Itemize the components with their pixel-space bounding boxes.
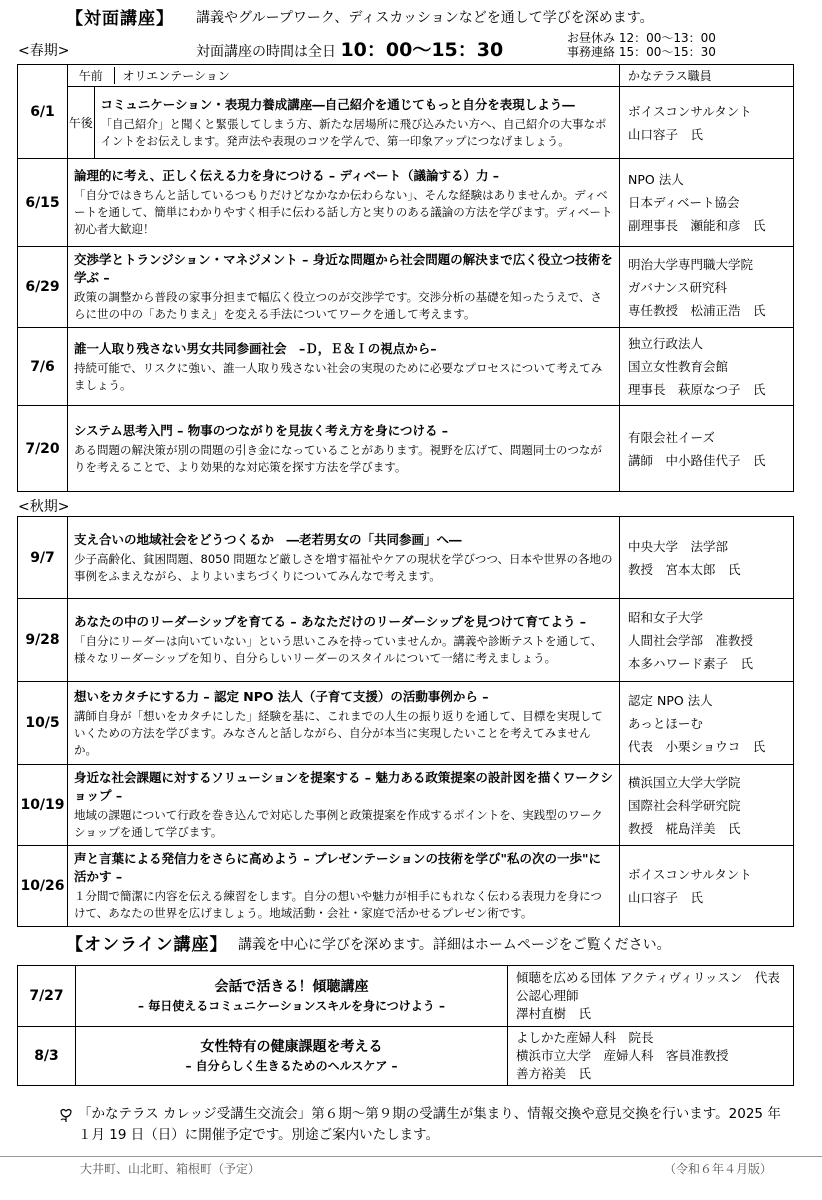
am-cell bbox=[68, 65, 620, 87]
lecturer-line: 独立行政法人 bbox=[628, 336, 704, 351]
online-heading: 【オンライン講座】 bbox=[66, 935, 228, 955]
cut-off-text-right: （令和６年４月版） bbox=[664, 1162, 773, 1176]
date-cell: 6/29 bbox=[18, 247, 68, 328]
online-schedule-table bbox=[17, 965, 794, 1086]
lecturer-cell bbox=[620, 159, 794, 247]
pm-content bbox=[94, 87, 619, 158]
lecturer-line: ガバナンス研究科 bbox=[628, 279, 728, 295]
time-range: 10：00〜15：30 bbox=[340, 39, 504, 61]
course-cell bbox=[76, 966, 508, 1027]
course-cell bbox=[76, 1027, 508, 1086]
course-title: 支え合いの地域社会をどうつくるか ―老若男女の「共同参画」へ― bbox=[74, 531, 462, 547]
course-subtitle: – 毎日使えるコミュニケーションスキルを身につけよう – bbox=[138, 999, 445, 1013]
lecturer-cell bbox=[620, 517, 794, 599]
am-label: 午前 bbox=[68, 67, 114, 84]
lecturer-cell bbox=[620, 765, 794, 846]
date-cell: 10/19 bbox=[18, 765, 68, 846]
lecturer-line: 横浜市立大学 産婦人科 客員准教授 bbox=[516, 1048, 729, 1063]
lecturer-line: 代表 小栗ショウコ 氏 bbox=[628, 738, 766, 754]
date-cell: 7/27 bbox=[18, 966, 76, 1027]
lecturer-cell bbox=[620, 247, 794, 328]
course-subtitle: – 自分らしく生きるためのヘルスケア – bbox=[185, 1059, 398, 1073]
lecturer-line: 専任教授 松浦正浩 氏 bbox=[628, 302, 766, 318]
pm-label: 午後 bbox=[68, 87, 94, 158]
course-description: ある問題の解決策が別の問題の引き金になっていることがあります。視野を広げて、問題同士のつながりを考えることで、より効果的な対応策を探す方法を学びます。 bbox=[74, 442, 602, 474]
course-cell bbox=[68, 159, 620, 247]
lecturer-line: 理事長 萩原なつ子 氏 bbox=[628, 382, 766, 397]
course-title: システム思考入門 – 物事のつながりを見抜く考え方を身につける – bbox=[74, 422, 449, 438]
lecturer-cell bbox=[508, 1027, 794, 1086]
spring-label: <春期> bbox=[18, 43, 70, 59]
lecturer-cell bbox=[620, 682, 794, 765]
autumn-label: <秋期> bbox=[18, 499, 70, 515]
session-time-note bbox=[196, 35, 503, 62]
lecturer-line: 教授 椛島洋美 氏 bbox=[628, 820, 741, 836]
lecturer-line: あっとほーむ bbox=[628, 715, 703, 731]
table-row bbox=[18, 765, 794, 846]
lecturer-line: 山口容子 氏 bbox=[628, 890, 704, 905]
lecturer-line: 善方裕美 氏 bbox=[516, 1066, 592, 1081]
course-title: 声と言葉による発信力をさらに高めよう – プレゼンテーションの技術を学び"私の次の一歩"に活かす – bbox=[74, 851, 601, 884]
table-row bbox=[18, 247, 794, 328]
lecturer-line: 講師 中小路佳代子 氏 bbox=[628, 452, 766, 468]
flower-icon bbox=[58, 1107, 74, 1123]
alumni-event-note: 「かなテラス カレッジ受講生交流会」第６期〜第９期の受講生が集まり、情報交換や意見交換を行います。2025 年１月 19 日（日）に開催予定です。別途ご案内いたします。 bbox=[78, 1106, 781, 1143]
pm-cell bbox=[68, 87, 620, 159]
course-cell bbox=[68, 599, 620, 682]
table-row bbox=[18, 846, 794, 927]
table-row bbox=[18, 328, 794, 406]
lecturer-line: 教授 宮本太郎 氏 bbox=[628, 561, 741, 577]
course-cell bbox=[68, 846, 620, 927]
course-title: 論理的に考え、正しく伝える力を身につける – ディベート（議論する）力 – bbox=[74, 168, 500, 183]
course-description: 「自分にリーダーは向いていない」という思いこみを持っていませんか。講義や診断テストを通して、様々なリーダーシップを知り、自分らしいリーダーのスタイルについて一緒に考えましょう。 bbox=[74, 634, 603, 665]
lecturer-line: 中央大学 法学部 bbox=[628, 538, 729, 554]
lecturer-cell bbox=[620, 328, 794, 406]
table-row bbox=[18, 87, 794, 159]
course-title: 会話で活きる！傾聴講座 bbox=[214, 979, 369, 995]
face-to-face-description: 講義やグループワーク、ディスカッションなどを通して学びを深めます。 bbox=[196, 10, 654, 26]
lecturer-line: 人間社会学部 准教授 bbox=[628, 632, 754, 648]
course-description: １分間で簡潔に内容を伝える練習をします。自分の想いや魅力が相手にもれなく伝わる表現力を身につけて、あなたの世界を広げましょう。地域活動・会社・家庭で活かせるプレゼン術です。 bbox=[74, 889, 602, 920]
page-divider bbox=[0, 1156, 822, 1157]
date-cell: 6/15 bbox=[18, 159, 68, 247]
table-row bbox=[18, 406, 794, 492]
am-lecturer: かなテラス職員 bbox=[620, 65, 794, 87]
course-title: 誰一人取り残さない男女共同参画社会 –Ｄ，Ｅ＆Ｉの視点から– bbox=[74, 340, 437, 356]
course-description: 政策の調整から普段の家事分担まで幅広く役立つのが交渉学です。交渉分析の基礎を知ったうえで、さらに世の中の「あたりまえ」を変える手法についてワークを通して考えます。 bbox=[74, 290, 602, 321]
lecturer-line: 国立女性教育会館 bbox=[628, 359, 729, 374]
lecturer-line: ボイスコンサルタント bbox=[628, 103, 752, 119]
lecturer-line: 本多ハワード素子 氏 bbox=[628, 655, 754, 671]
lecturer-line: 横浜国立大学大学院 bbox=[628, 774, 741, 790]
course-description: 「自分ではきちんと話しているつもりだけどなかなか伝わらない」、そんな経験はありませんか。ディベートを通して、簡単にわかりやすく相手に伝わる話し方と実りのある議論の方法を学びます。ディベート初心者大歓迎！ bbox=[74, 188, 613, 236]
lecturer-line: NPO 法人 bbox=[628, 172, 684, 187]
course-title: 身近な社会課題に対するソリューションを提案する – 魅力ある政策提案の設計図を描くワークショップ – bbox=[74, 770, 613, 803]
lecturer-cell bbox=[620, 846, 794, 927]
lunch-break: お昼休み 12：00〜13：00 bbox=[567, 31, 716, 45]
admin-notice-time: 事務連絡 15：00〜15：30 bbox=[567, 45, 716, 59]
course-description: 講師自身が「想いをカタチにした」経験を基に、これまでの人生の振り返りを通して、目標を実現していくための方法を学びます。みなさんと話しながら、自分が本当に実現したいことを考えてみませんか。 bbox=[74, 708, 603, 757]
table-row bbox=[18, 65, 794, 87]
course-title: あなたの中のリーダーシップを育てる – あなただけのリーダーシップを見つけて育てよう – bbox=[74, 614, 587, 629]
table-row bbox=[18, 1027, 794, 1086]
lecturer-line: 副理事長 瀬能和彦 氏 bbox=[628, 218, 766, 233]
lecturer-line: 明治大学専門職大学院 bbox=[628, 256, 754, 272]
face-to-face-heading: 【対面講座】 bbox=[66, 9, 174, 29]
course-cell bbox=[68, 247, 620, 328]
cut-off-text-left: 大井町、山北町、箱根町（予定） bbox=[80, 1162, 261, 1176]
lecturer-line: ボイスコンサルタント bbox=[628, 867, 752, 882]
course-cell bbox=[68, 517, 620, 599]
course-cell bbox=[68, 328, 620, 406]
autumn-schedule-table bbox=[17, 516, 794, 927]
course-cell bbox=[68, 765, 620, 846]
time-prefix: 対面講座の時間は全日 bbox=[196, 44, 336, 60]
course-cell bbox=[68, 682, 620, 765]
online-description: 講義を中心に学びを深めます。詳細はホームページをご覧ください。 bbox=[238, 937, 671, 953]
table-row bbox=[18, 517, 794, 599]
lecturer-cell bbox=[620, 87, 794, 159]
lecturer-line: 国際社会科学研究院 bbox=[628, 797, 741, 813]
table-row bbox=[18, 159, 794, 247]
table-row bbox=[18, 966, 794, 1027]
lecturer-line: 昭和女子大学 bbox=[628, 609, 704, 625]
lecturer-line: 認定 NPO 法人 bbox=[628, 692, 713, 708]
am-title: オリエンテーション bbox=[122, 69, 230, 83]
lecturer-line: 日本ディベート協会 bbox=[628, 195, 740, 210]
date-cell: 7/6 bbox=[18, 328, 68, 406]
lecturer-line: 公認心理師 bbox=[516, 988, 579, 1003]
date-cell: 9/28 bbox=[18, 599, 68, 682]
course-title: 想いをカタチにする力 – 認定 NPO 法人（子育て支援）の活動事例から – bbox=[74, 688, 489, 704]
course-description: 「自己紹介」と聞くと緊張してしまう方、新たな居場所に飛び込みたい方へ、自己紹介の大事なポイントをお伝えします。発声法や表現のコツを学んで、第一印象アップにつなげましょう。 bbox=[100, 116, 607, 148]
date-cell: 8/3 bbox=[18, 1027, 76, 1086]
lecturer-line: 山口容子 氏 bbox=[628, 126, 704, 142]
table-row bbox=[18, 682, 794, 765]
course-title: コミュニケーション・表現力養成講座―自己紹介を通じてもっと自分を表現しよう― bbox=[100, 96, 575, 112]
break-times bbox=[567, 31, 716, 59]
course-cell bbox=[68, 406, 620, 492]
course-description: 持続可能で、リスクに強い、誰一人取り残さない社会の実現のために必要なプロセスについて考えてみましょう。 bbox=[74, 360, 603, 392]
course-title: 女性特有の健康課題を考える bbox=[200, 1039, 383, 1055]
table-row bbox=[18, 599, 794, 682]
course-title: 交渉学とトランジション・マネジメント – 身近な問題から社会問題の解決まで広く役立つ技術を学ぶ – bbox=[74, 252, 613, 285]
spring-schedule-table bbox=[17, 64, 794, 492]
lecturer-line: よしかた産婦人科 院長 bbox=[516, 1030, 654, 1045]
lecturer-line: 傾聴を広める団体 アクティヴィリッスン 代表 bbox=[516, 970, 780, 985]
date-cell: 7/20 bbox=[18, 406, 68, 492]
lecturer-line: 澤村直樹 氏 bbox=[516, 1006, 592, 1021]
course-description: 少子高齢化、貧困問題、8050 問題など厳しさを増す福祉やケアの現状を学びつつ、日本や世界の各地の事例をふまえながら、よりよいまちづくりについてみんなで考えます。 bbox=[74, 551, 613, 583]
date-cell: 6/1 bbox=[18, 65, 68, 159]
lecturer-line: 有限会社イーズ bbox=[628, 429, 715, 445]
date-cell: 9/7 bbox=[18, 517, 68, 599]
date-cell: 10/5 bbox=[18, 682, 68, 765]
lecturer-cell bbox=[508, 966, 794, 1027]
course-description: 地域の課題について行政を巻き込んで対応した事例と政策提案を作成するポイントを、実践型のワークショップを通して学びます。 bbox=[74, 808, 603, 839]
date-cell: 10/26 bbox=[18, 846, 68, 927]
lecturer-cell bbox=[620, 599, 794, 682]
lecturer-cell bbox=[620, 406, 794, 492]
